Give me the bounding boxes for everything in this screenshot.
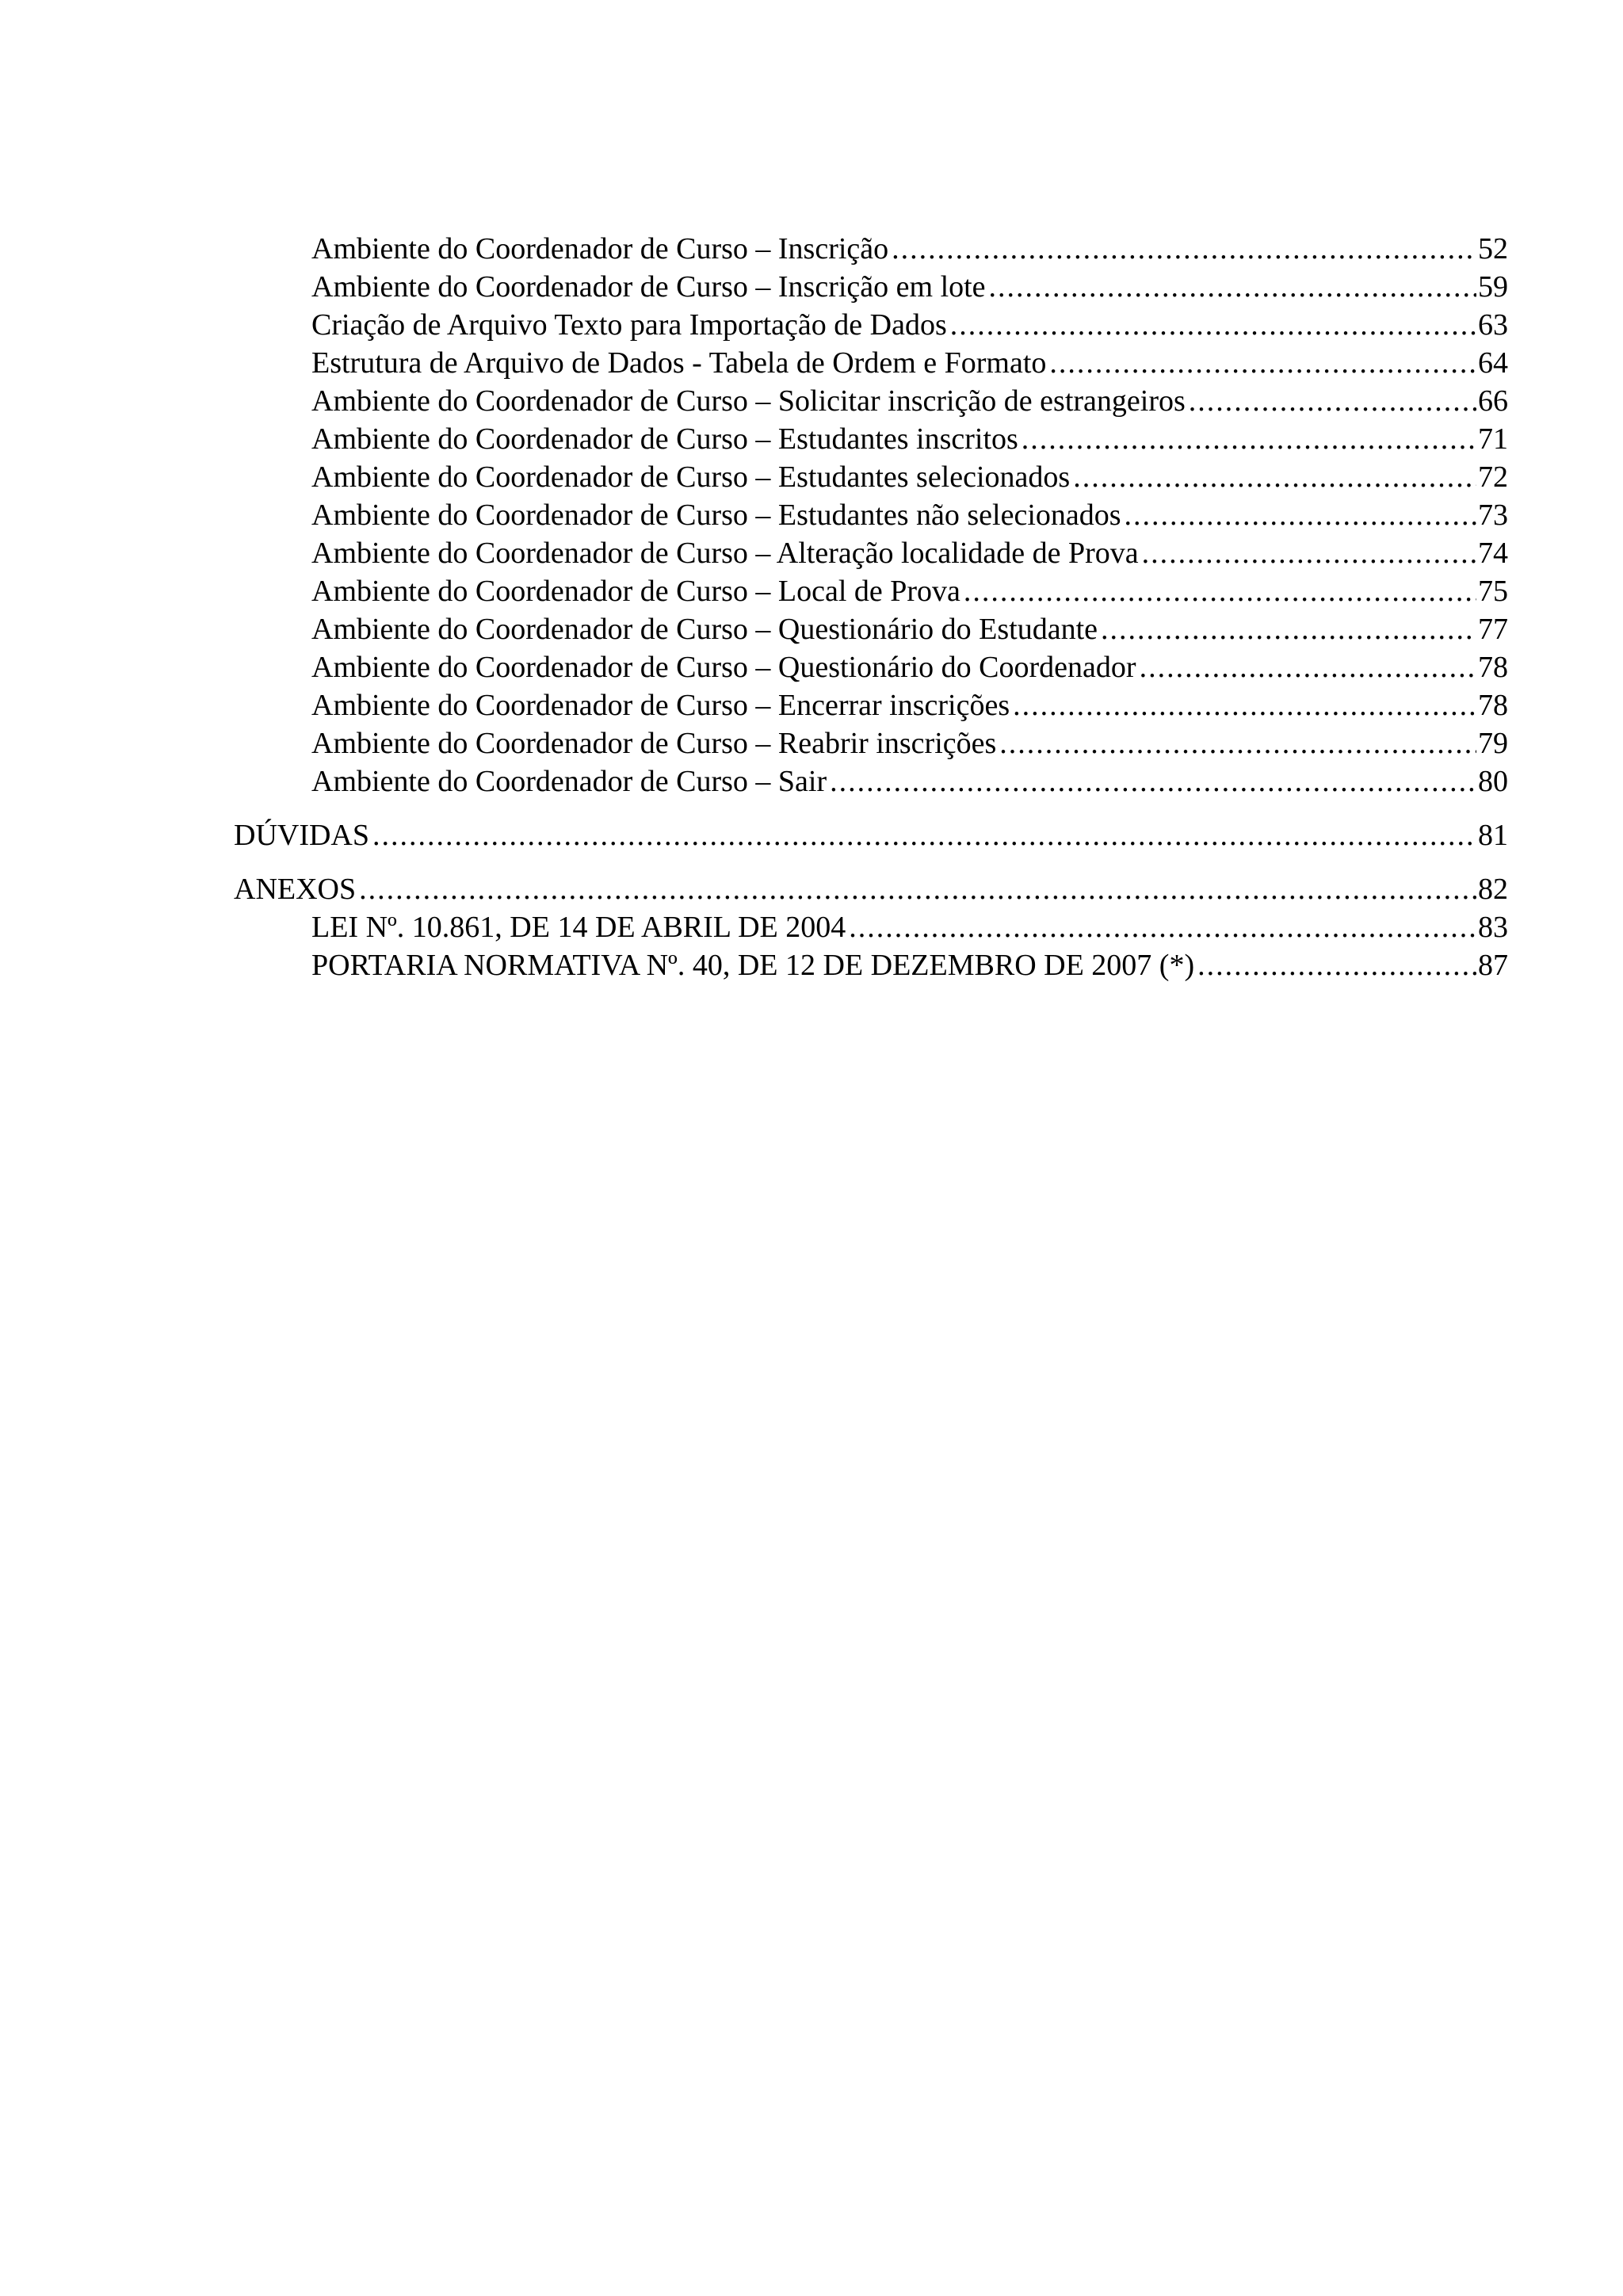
toc-dot-leader bbox=[1197, 946, 1476, 984]
toc-entry-title: Ambiente do Coordenador de Curso – Alteração localidade de Prova bbox=[311, 537, 1139, 570]
toc-entry-page: 79 bbox=[1478, 727, 1508, 760]
toc-entry-title: Ambiente do Coordenador de Curso – Inscrição bbox=[311, 232, 889, 266]
toc-entry[interactable] bbox=[234, 762, 1508, 800]
toc-entry[interactable] bbox=[234, 534, 1508, 572]
toc-dot-leader bbox=[1142, 534, 1476, 572]
toc-entry-page: 59 bbox=[1478, 270, 1508, 304]
toc-entry-page: 87 bbox=[1478, 949, 1508, 982]
toc-entry[interactable] bbox=[234, 648, 1508, 686]
toc-entry[interactable] bbox=[234, 686, 1508, 724]
toc-dot-leader bbox=[1013, 686, 1476, 724]
toc-dot-leader bbox=[1125, 496, 1476, 534]
toc-entry-page: 74 bbox=[1478, 537, 1508, 570]
toc-entry-title: Ambiente do Coordenador de Curso – Questionário do Estudante bbox=[311, 613, 1098, 646]
toc-section-anexos[interactable] bbox=[234, 870, 1508, 908]
toc-entry-title: Criação de Arquivo Texto para Importação de Dados bbox=[311, 308, 947, 342]
toc-dot-leader bbox=[950, 306, 1476, 344]
toc-entry-title: Ambiente do Coordenador de Curso – Solicitar inscrição de estrangeiros bbox=[311, 384, 1186, 418]
toc-entry[interactable] bbox=[234, 946, 1508, 984]
toc-entry-title: ANEXOS bbox=[234, 873, 357, 906]
toc-entry[interactable] bbox=[234, 610, 1508, 648]
toc-entry[interactable] bbox=[234, 496, 1508, 534]
toc-dot-leader bbox=[830, 762, 1476, 800]
toc-dot-leader bbox=[849, 908, 1476, 946]
toc-dot-leader bbox=[999, 724, 1476, 762]
toc-dot-leader bbox=[1073, 458, 1476, 496]
toc-entry-title: PORTARIA NORMATIVA Nº. 40, DE 12 DE DEZEMBRO DE 2007 (*) bbox=[311, 949, 1195, 982]
toc-dot-leader bbox=[1189, 382, 1476, 420]
toc-entry-title: Ambiente do Coordenador de Curso – Local de Prova bbox=[311, 575, 960, 608]
toc-entry-page: 63 bbox=[1478, 308, 1508, 342]
toc-entry[interactable] bbox=[234, 908, 1508, 946]
toc-entry-title: LEI Nº. 10.861, DE 14 DE ABRIL DE 2004 bbox=[311, 911, 846, 944]
toc-dot-leader bbox=[372, 816, 1476, 854]
toc-entry-title: Ambiente do Coordenador de Curso – Encerrar inscrições bbox=[311, 689, 1010, 722]
toc-dot-leader bbox=[359, 870, 1476, 908]
toc-section-duvidas[interactable] bbox=[234, 816, 1508, 854]
toc-entry-page: 75 bbox=[1478, 575, 1508, 608]
toc-entry[interactable] bbox=[234, 344, 1508, 382]
toc-dot-leader bbox=[1140, 648, 1476, 686]
toc-entry-page: 83 bbox=[1478, 911, 1508, 944]
toc-dot-leader bbox=[892, 230, 1476, 268]
toc-entry-page: 52 bbox=[1478, 232, 1508, 266]
toc-entry[interactable] bbox=[234, 420, 1508, 458]
toc-entry-page: 81 bbox=[1478, 819, 1508, 852]
toc-entry-page: 78 bbox=[1478, 689, 1508, 722]
toc-dot-leader bbox=[1022, 420, 1476, 458]
toc-entry-title: Ambiente do Coordenador de Curso – Inscrição em lote bbox=[311, 270, 986, 304]
toc-entry-title: Ambiente do Coordenador de Curso – Sair bbox=[311, 765, 827, 798]
toc-entry-title: Ambiente do Coordenador de Curso – Questionário do Coordenador bbox=[311, 651, 1136, 684]
toc-entry[interactable] bbox=[234, 382, 1508, 420]
toc-dot-leader bbox=[1049, 344, 1476, 382]
toc-entry-page: 71 bbox=[1478, 422, 1508, 456]
toc-entry[interactable] bbox=[234, 572, 1508, 610]
toc-entry-title: Ambiente do Coordenador de Curso – Estudantes selecionados bbox=[311, 460, 1071, 494]
table-of-contents bbox=[234, 230, 1508, 984]
toc-entry-title: DÚVIDAS bbox=[234, 819, 369, 852]
toc-entry-title: Ambiente do Coordenador de Curso – Estudantes não selecionados bbox=[311, 499, 1121, 532]
toc-entry-title: Ambiente do Coordenador de Curso – Estudantes inscritos bbox=[311, 422, 1018, 456]
toc-entry[interactable] bbox=[234, 306, 1508, 344]
toc-dot-leader bbox=[989, 268, 1476, 306]
toc-entry[interactable] bbox=[234, 458, 1508, 496]
toc-entry-page: 82 bbox=[1478, 873, 1508, 906]
toc-entry-page: 66 bbox=[1478, 384, 1508, 418]
toc-entry-page: 77 bbox=[1478, 613, 1508, 646]
toc-dot-leader bbox=[964, 572, 1476, 610]
toc-entry-page: 73 bbox=[1478, 499, 1508, 532]
toc-entry[interactable] bbox=[234, 724, 1508, 762]
toc-entry-title: Ambiente do Coordenador de Curso – Reabrir inscrições bbox=[311, 727, 997, 760]
toc-entry-page: 80 bbox=[1478, 765, 1508, 798]
toc-entry-page: 72 bbox=[1478, 460, 1508, 494]
toc-entry-title: Estrutura de Arquivo de Dados - Tabela de Ordem e Formato bbox=[311, 346, 1047, 380]
toc-dot-leader bbox=[1101, 610, 1476, 648]
toc-entry-page: 78 bbox=[1478, 651, 1508, 684]
toc-entry[interactable] bbox=[234, 268, 1508, 306]
toc-entry[interactable] bbox=[234, 230, 1508, 268]
toc-entry-page: 64 bbox=[1478, 346, 1508, 380]
